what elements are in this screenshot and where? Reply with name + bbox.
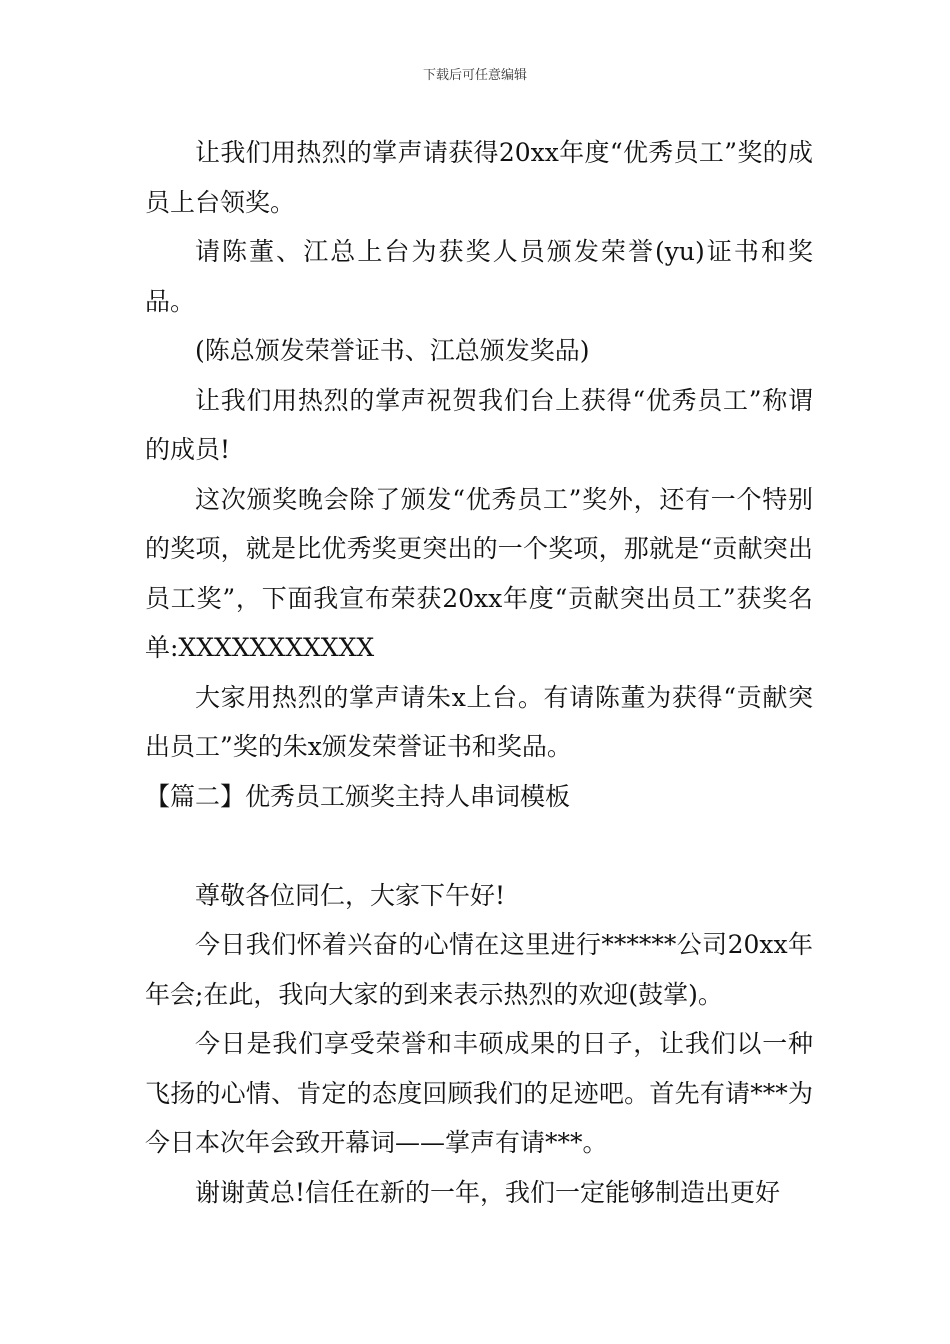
paragraph: 今日我们怀着兴奋的心情在这里进行******公司20xx年年会;在此，我向大家的到来表示热烈的欢迎(鼓掌)。 xyxy=(145,930,813,1009)
paragraph: 这次颁奖晚会除了颁发“优秀员工”奖外，还有一个特别的奖项，就是比优秀奖更突出的一个奖项，那就是“贡献突出员工奖”，下面我宣布荣获20xx年度“贡献突出员工”获奖名单:XXXXXXXXXXX xyxy=(145,484,813,662)
paragraph: 让我们用热烈的掌声祝贺我们台上获得“优秀员工”称谓的成员! xyxy=(145,385,813,464)
paragraph: 尊敬各位同仁，大家下午好! xyxy=(195,880,506,910)
paragraph: 请陈董、江总上台为获奖人员颁发荣誉(yu)证书和奖品。 xyxy=(145,237,813,316)
blank-line xyxy=(145,821,813,871)
document-body xyxy=(145,128,813,1217)
paragraph: 让我们用热烈的掌声请获得20xx年度“优秀员工”奖的成员上台领奖。 xyxy=(145,138,813,217)
section-heading: 【篇二】优秀员工颁奖主持人串词模板 xyxy=(145,781,571,811)
paragraph: 谢谢黄总!信任在新的一年，我们一定能够制造出更好 xyxy=(195,1177,781,1207)
paragraph: 大家用热烈的掌声请朱x上台。有请陈董为获得“贡献突出员工”奖的朱x颁发荣誉证书和奖品。 xyxy=(145,682,813,761)
page-header-note: 下载后可任意编辑 xyxy=(422,68,527,83)
paragraph: (陈总颁发荣誉证书、江总颁发奖品) xyxy=(195,336,590,365)
paragraph: 今日是我们享受荣誉和丰硕成果的日子，让我们以一种飞扬的心情、肯定的态度回顾我们的足迹吧。首先有请***为今日本次年会致开幕词——掌声有请***。 xyxy=(145,1029,813,1157)
